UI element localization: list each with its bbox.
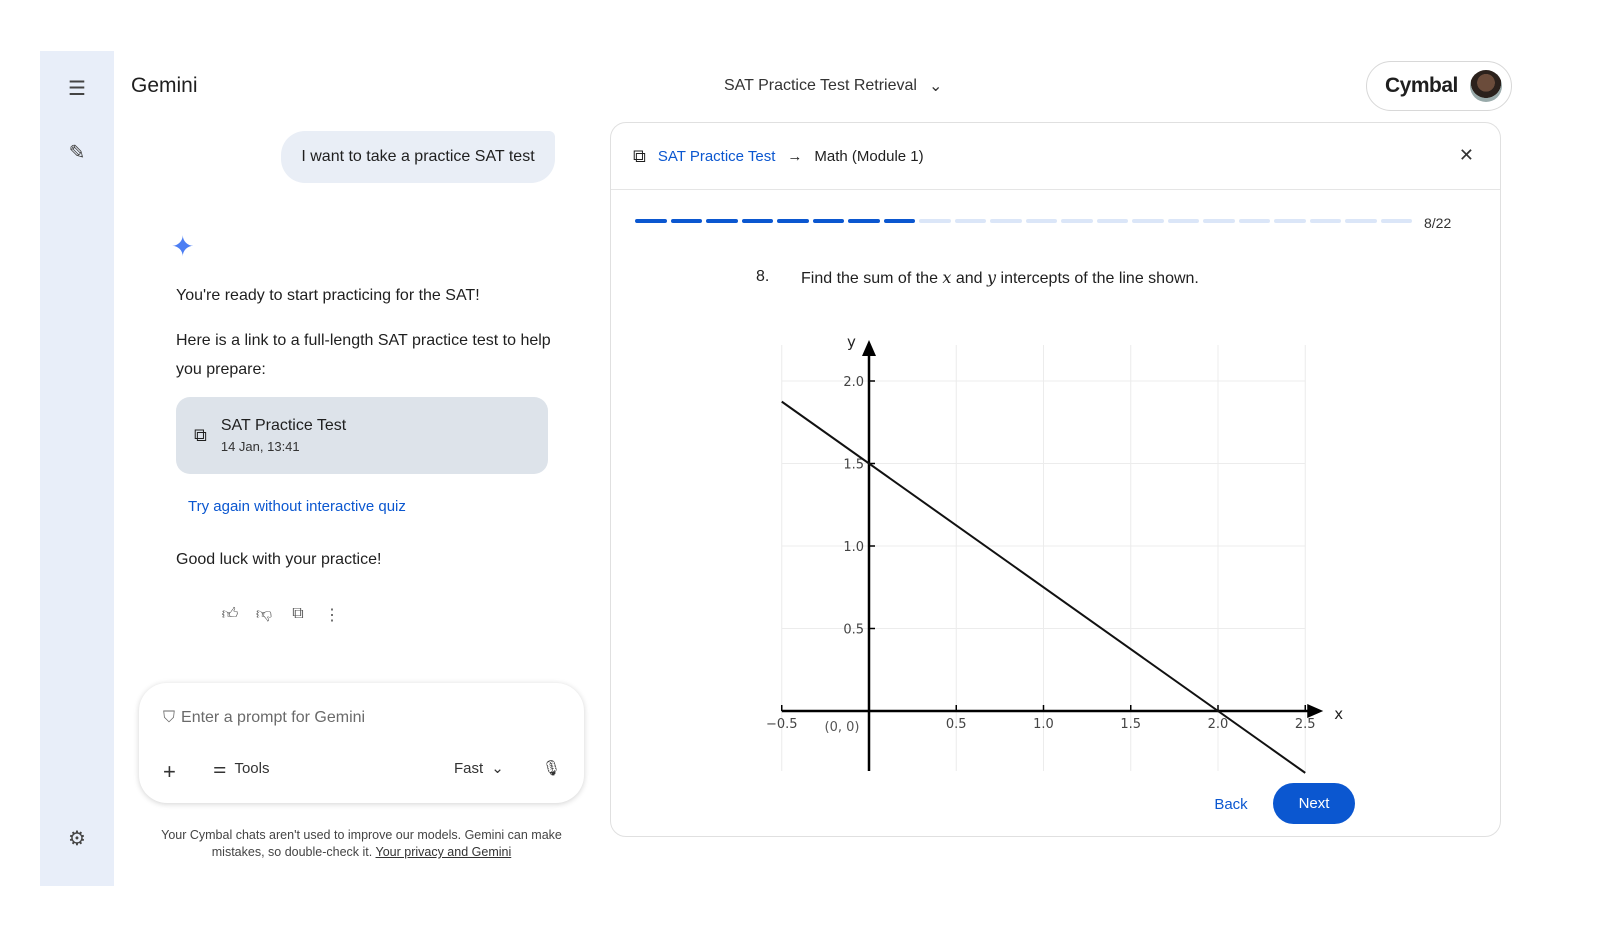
y-tick-label: 1.5 xyxy=(843,457,864,473)
question-text: Find the sum of the x and y intercepts of the line shown. xyxy=(801,268,1199,287)
avatar xyxy=(1470,70,1502,102)
x-tick-label: 0.5 xyxy=(945,717,967,732)
thumbs-up-icon[interactable]: 👍︎ xyxy=(221,606,239,623)
y-tick-label: 0.5 xyxy=(843,622,864,638)
progress-segment xyxy=(1203,219,1235,223)
prompt-placeholder: Enter a prompt for Gemini xyxy=(181,709,366,726)
shield-icon: ⛉ xyxy=(163,709,176,726)
x-tick-label: −0.5 xyxy=(765,717,798,732)
tools-icon: ⚌ xyxy=(213,760,227,777)
question-number: 8. xyxy=(756,268,770,285)
progress-segment xyxy=(990,219,1022,223)
line-chart xyxy=(740,325,1360,785)
thumbs-down-icon[interactable]: 👎︎ xyxy=(255,606,273,623)
x-tick-label: 2.0 xyxy=(1207,717,1229,732)
chevron-down-icon: ⌄ xyxy=(491,760,504,777)
progress-segment xyxy=(1310,219,1342,223)
sidebar xyxy=(40,51,114,886)
progress-segment xyxy=(848,219,880,223)
progress-segment xyxy=(1381,219,1413,223)
origin-label: (0, 0) xyxy=(824,720,860,735)
conversation-title-dropdown[interactable] xyxy=(724,76,942,96)
x-tick-label: 1.0 xyxy=(1033,717,1054,732)
brand-logo: Cymbal xyxy=(1385,74,1458,97)
arrow-right-icon: → xyxy=(787,147,803,165)
response-actions xyxy=(220,605,342,625)
user-message: I want to take a practice SAT test xyxy=(281,131,555,183)
copy-icon[interactable]: ⧉ xyxy=(292,605,304,622)
reply-intro: You're ready to start practicing for the SAT! xyxy=(176,287,480,304)
progress-bar xyxy=(635,219,1412,223)
next-button[interactable]: Next xyxy=(1273,783,1355,824)
progress-segment xyxy=(919,219,951,223)
tools-button[interactable] xyxy=(213,759,269,777)
x-tick-label: 1.5 xyxy=(1120,717,1142,732)
progress-segment xyxy=(1061,219,1093,223)
progress-segment xyxy=(1345,219,1377,223)
progress-segment xyxy=(1132,219,1164,223)
progress-segment xyxy=(706,219,738,223)
progress-segment xyxy=(813,219,845,223)
mode-selector[interactable] xyxy=(454,759,504,777)
reply-link-text: Here is a link to a full-length SAT practice test to help you prepare: xyxy=(176,332,551,378)
x-axis-label: x xyxy=(1334,705,1344,723)
settings-gear-icon[interactable]: ⚙ xyxy=(68,827,86,850)
progress-label: 8/22 xyxy=(1424,215,1452,231)
y-axis-label: y xyxy=(847,333,856,351)
back-button[interactable]: Back xyxy=(1214,795,1248,813)
progress-segment xyxy=(742,219,774,223)
card-title: SAT Practice Test xyxy=(220,417,347,434)
practice-test-card[interactable] xyxy=(176,397,548,474)
progress-segment xyxy=(1168,219,1200,223)
x-axis-arrow xyxy=(1307,704,1323,718)
progress-segment xyxy=(1239,219,1271,223)
reply-closing: Good luck with your practice! xyxy=(176,551,382,568)
progress-segment xyxy=(1097,219,1129,223)
progress-segment xyxy=(1026,219,1058,223)
more-options-icon[interactable]: ⋮ xyxy=(324,607,340,624)
progress-segment xyxy=(1274,219,1306,223)
x-tick-label: 2.5 xyxy=(1294,717,1316,732)
conversation-title: SAT Practice Test Retrieval xyxy=(724,77,917,94)
y-tick-label: 2.0 xyxy=(843,375,864,390)
y-axis-arrow xyxy=(862,340,876,356)
quiz-icon: ⧉ xyxy=(633,145,646,166)
prompt-input[interactable] xyxy=(163,709,365,727)
menu-icon[interactable]: ☰ xyxy=(68,77,86,100)
microphone-icon[interactable]: 🎙︎ xyxy=(542,760,562,777)
add-icon[interactable]: + xyxy=(163,759,176,784)
new-chat-icon[interactable]: ✎ xyxy=(68,141,86,164)
progress-segment xyxy=(635,219,667,223)
panel-header xyxy=(611,123,1500,190)
app-title: Gemini xyxy=(131,74,198,97)
card-date: 14 Jan, 13:41 xyxy=(220,439,300,454)
y-tick-label: 1.0 xyxy=(843,540,864,555)
quiz-icon: ⧉ xyxy=(194,425,207,445)
retry-link[interactable]: Try again without interactive quiz xyxy=(188,498,406,515)
gemini-spark-icon: ✦ xyxy=(171,231,195,262)
privacy-link[interactable]: Your privacy and Gemini xyxy=(375,845,512,859)
disclaimer xyxy=(139,827,584,861)
breadcrumb-root[interactable]: SAT Practice Test xyxy=(657,147,776,165)
breadcrumb-current: Math (Module 1) xyxy=(814,147,924,165)
progress-segment xyxy=(777,219,809,223)
chevron-down-icon: ⌄ xyxy=(928,78,943,95)
progress-segment xyxy=(884,219,916,223)
progress-segment xyxy=(955,219,987,223)
close-icon[interactable]: ✕ xyxy=(1458,145,1474,165)
progress-segment xyxy=(671,219,703,223)
mode-label: Fast xyxy=(454,759,484,777)
prompt-box xyxy=(139,683,584,803)
account-button[interactable] xyxy=(1366,61,1512,111)
disclaimer-text: Your Cymbal chats aren't used to improve our models. Gemini can make mistakes, so double-check it. xyxy=(161,828,562,859)
tools-label: Tools xyxy=(234,759,270,777)
